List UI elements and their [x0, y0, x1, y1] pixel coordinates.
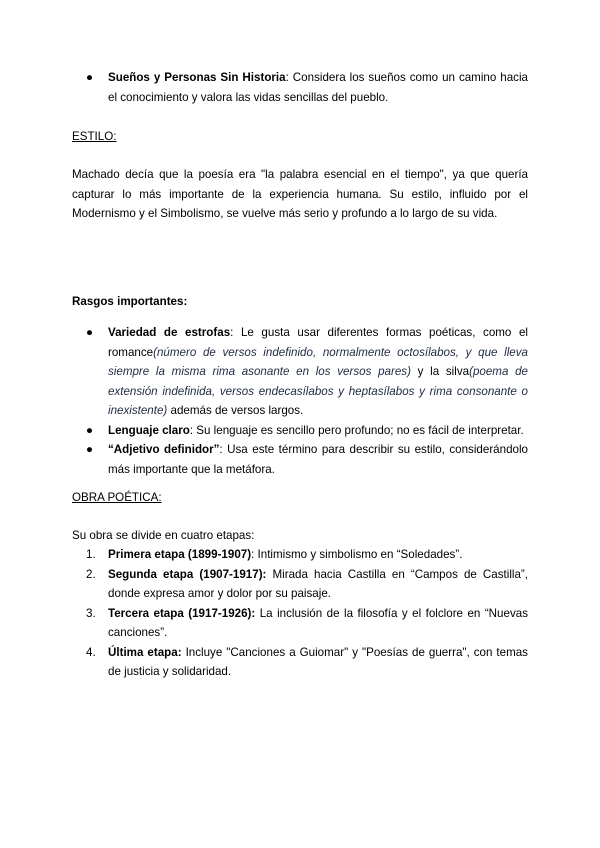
item-text: La inclusión de la filosofía y el folclore en “Nuevas canciones”. [108, 606, 528, 639]
bullet-italic-note: (número de versos indefinido, normalmente octosílabos, y que lleva siempre la misma rima asonante en los versos pares) [108, 345, 528, 378]
obra-heading: OBRA POÉTICA: [72, 491, 162, 504]
bullet-italic-note: (poema de extensión indefinida, versos endecasílabos y heptasílabos y rima consonante o inexistente) [108, 365, 528, 417]
estilo-paragraph: Machado decía que la poesía era "la palabra esencial en el tiempo", ya que quería capturar lo más importante de la experiencia humana. Su estilo, influido por el Modernismo y el Simbolismo, se vuelve más serio y profundo a lo largo de su vida. [72, 168, 528, 220]
bullet-marker: ● [86, 423, 94, 437]
bullet-marker: ● [86, 443, 94, 456]
intro-bullet-list [72, 68, 528, 107]
item-bold-term: Primera etapa (1899-1907) [108, 548, 252, 561]
bullet-text: : Su lenguaje es sencillo pero profundo; no es fácil de interpretar. [189, 423, 524, 437]
bullet-text: : Le gusta usar diferentes formas poéticas, como el romance [108, 326, 528, 359]
item-bold-term: Tercera etapa (1917-1926): [108, 606, 256, 620]
bullet-marker: ● [86, 71, 94, 84]
list-item [72, 643, 528, 682]
list-item [72, 440, 528, 479]
bullet-text: además de versos largos. [167, 404, 304, 417]
number-marker: 3. [86, 606, 96, 620]
list-item [72, 421, 528, 441]
list-item [72, 565, 528, 604]
item-bold-term: Segunda etapa (1907-1917): [108, 567, 267, 581]
item-bold-term: Última etapa: [108, 645, 182, 659]
item-text: Mirada hacia Castilla en “Campos de Castilla”, donde expresa amor y dolor por su paisaje. [108, 567, 528, 600]
bullet-bold-term: Lenguaje claro [108, 423, 190, 437]
number-marker: 4. [86, 645, 96, 659]
list-item [72, 545, 528, 565]
list-item [72, 604, 528, 643]
list-item [72, 68, 528, 107]
obra-list [72, 545, 528, 682]
number-marker: 1. [86, 548, 96, 561]
number-marker: 2. [86, 567, 96, 581]
bullet-marker: ● [86, 326, 94, 339]
obra-intro: Su obra se divide en cuatro etapas: [72, 529, 255, 542]
rasgos-list [72, 323, 528, 479]
item-text: : Intimismo y simbolismo en “Soledades”. [251, 548, 463, 561]
bullet-bold-term: Variedad de estrofas [108, 326, 231, 339]
rasgos-heading: Rasgos importantes: [72, 295, 188, 308]
bullet-text: y la silva [410, 365, 470, 378]
bullet-bold-term: “Adjetivo definidor” [108, 443, 220, 456]
item-text: Incluye "Canciones a Guiomar" y "Poesías de guerra", con temas de justicia y solidaridad. [108, 645, 528, 678]
estilo-heading: ESTILO: [72, 130, 117, 143]
bullet-bold-term: Sueños y Personas Sin Historia [108, 71, 286, 84]
list-item [72, 323, 528, 421]
bullet-text: : Usa este término para describir su estilo, considerándolo más importante que la metáfora. [108, 443, 528, 476]
bullet-text: : Considera los sueños como un camino hacia el conocimiento y valora las vidas sencillas del pueblo. [108, 71, 528, 104]
